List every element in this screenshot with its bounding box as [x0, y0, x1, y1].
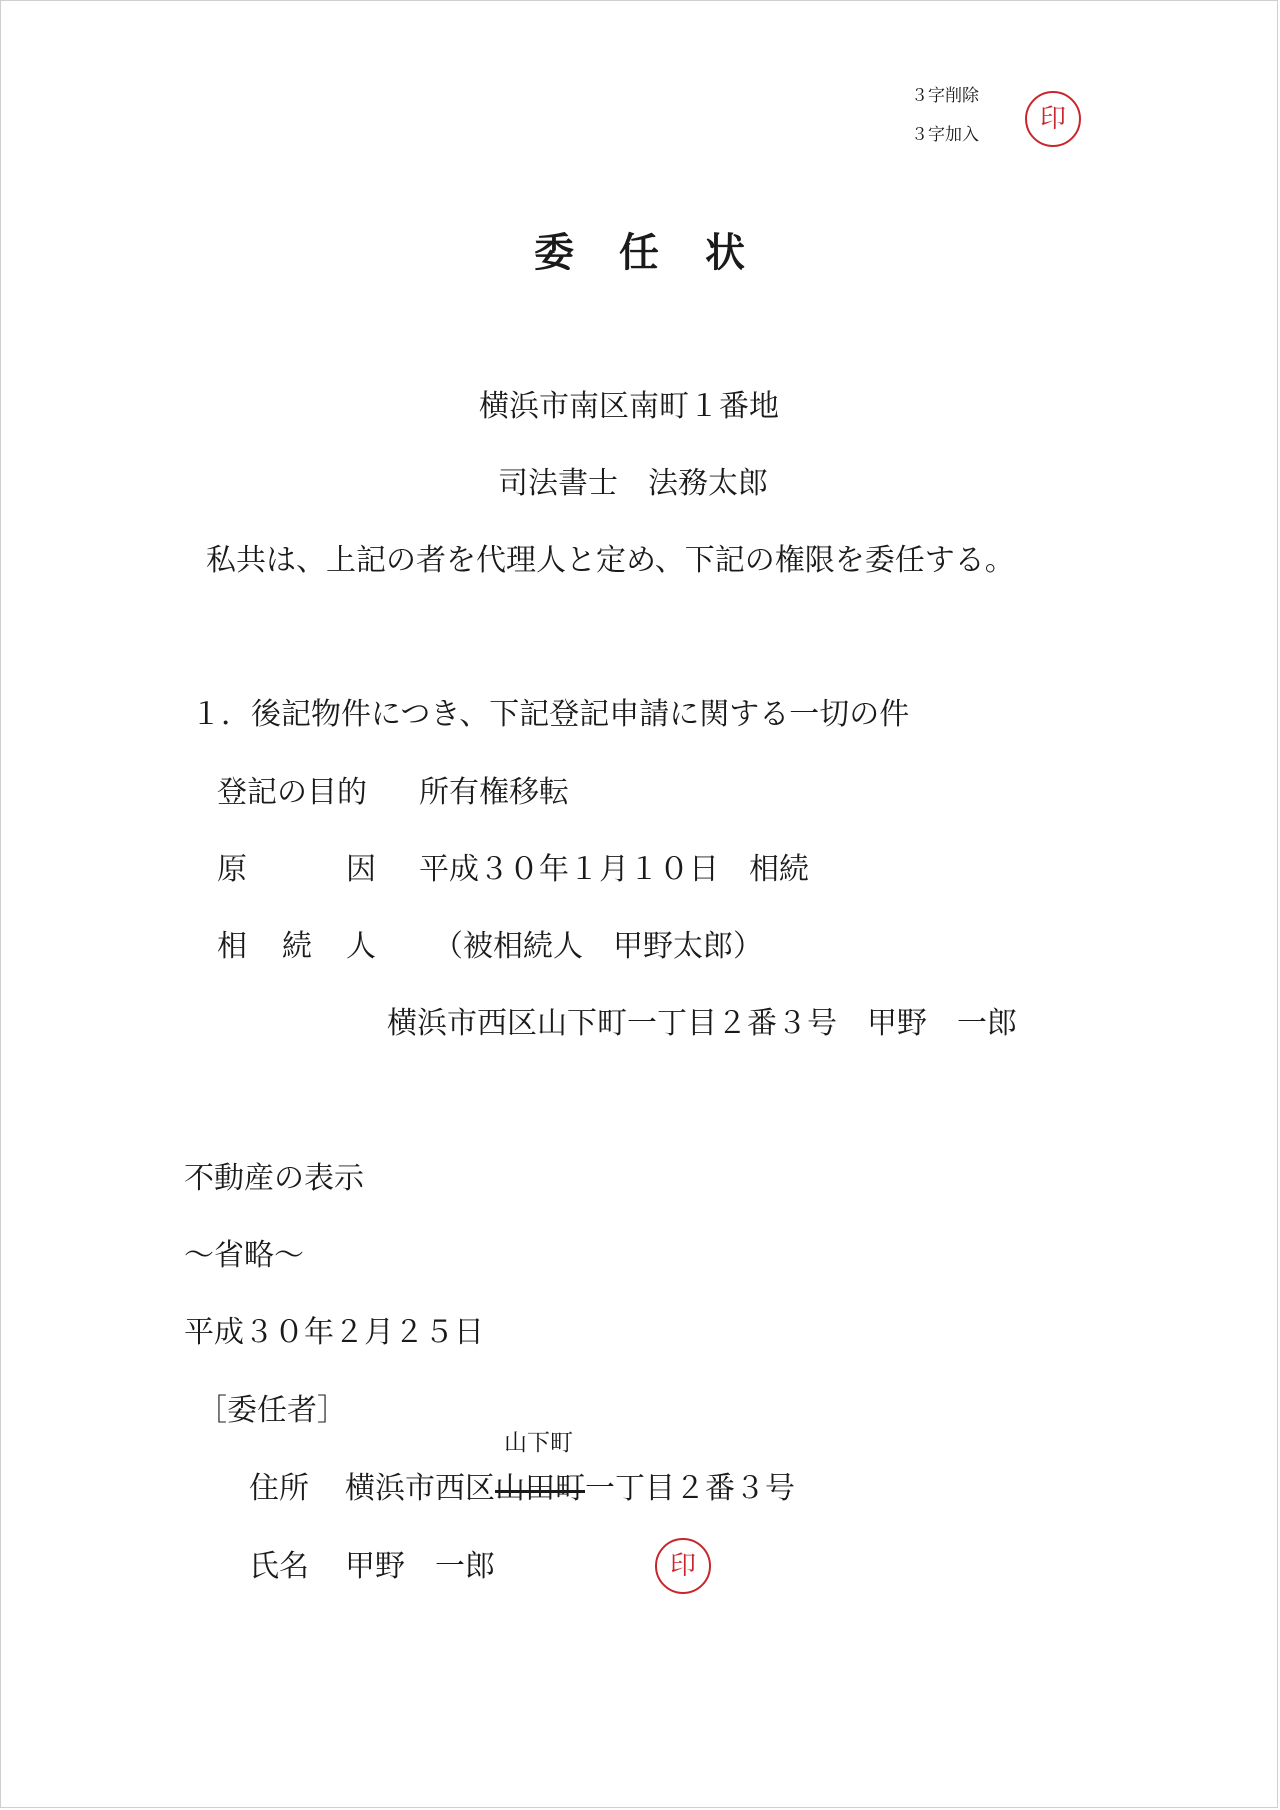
correction-deleted-note: ３字削除: [911, 86, 979, 106]
heir-label-char-1: 相: [217, 929, 247, 964]
cause-label-char-2: 因: [346, 852, 376, 887]
principal-label: ［委任者］: [197, 1393, 347, 1428]
document-title-char-1: 委: [534, 230, 574, 276]
cause-value: 平成３０年１月１０日 相続: [419, 852, 809, 887]
principal-address-label: 住所: [249, 1471, 309, 1506]
purpose-label: 登記の目的: [217, 775, 367, 810]
agent-address: 横浜市南区南町１番地: [479, 389, 779, 424]
correction-seal-icon: 印: [1025, 91, 1081, 147]
property-omitted: ～省略～: [184, 1238, 304, 1273]
correction-added-note: ３字加入: [911, 125, 979, 145]
principal-address: [345, 1471, 795, 1507]
heir-label-char-2: 続: [282, 929, 312, 964]
principal-seal-icon: 印: [655, 1538, 711, 1594]
heir-decedent: （被相続人 甲野太郎）: [433, 929, 763, 964]
inserted-correction-text: 山下町: [504, 1430, 573, 1456]
document-title-char-2: 任: [619, 230, 659, 276]
heir-label-char-3: 人: [346, 929, 376, 964]
address-prefix: 横浜市西区: [345, 1471, 495, 1506]
purpose-value: 所有権移転: [419, 775, 569, 810]
principal-name-label: 氏名: [249, 1549, 309, 1584]
agent-name: 司法書士 法務太郎: [498, 466, 768, 501]
document-date: 平成３０年２月２５日: [184, 1315, 484, 1350]
document-title-char-3: 状: [705, 230, 745, 276]
property-label: 不動産の表示: [184, 1161, 364, 1196]
item1-heading: １．後記物件につき、下記登記申請に関する一切の件: [191, 697, 910, 732]
struck-address-text: 山田町: [495, 1471, 585, 1506]
address-suffix: 一丁目２番３号: [585, 1471, 795, 1506]
cause-label-char-1: 原: [217, 852, 247, 887]
delegation-statement: 私共は、上記の者を代理人と定め、下記の権限を委任する。: [206, 543, 1015, 578]
heir-detail: 横浜市西区山下町一丁目２番３号 甲野 一郎: [387, 1006, 1017, 1041]
principal-name: 甲野 一郎: [345, 1549, 495, 1584]
